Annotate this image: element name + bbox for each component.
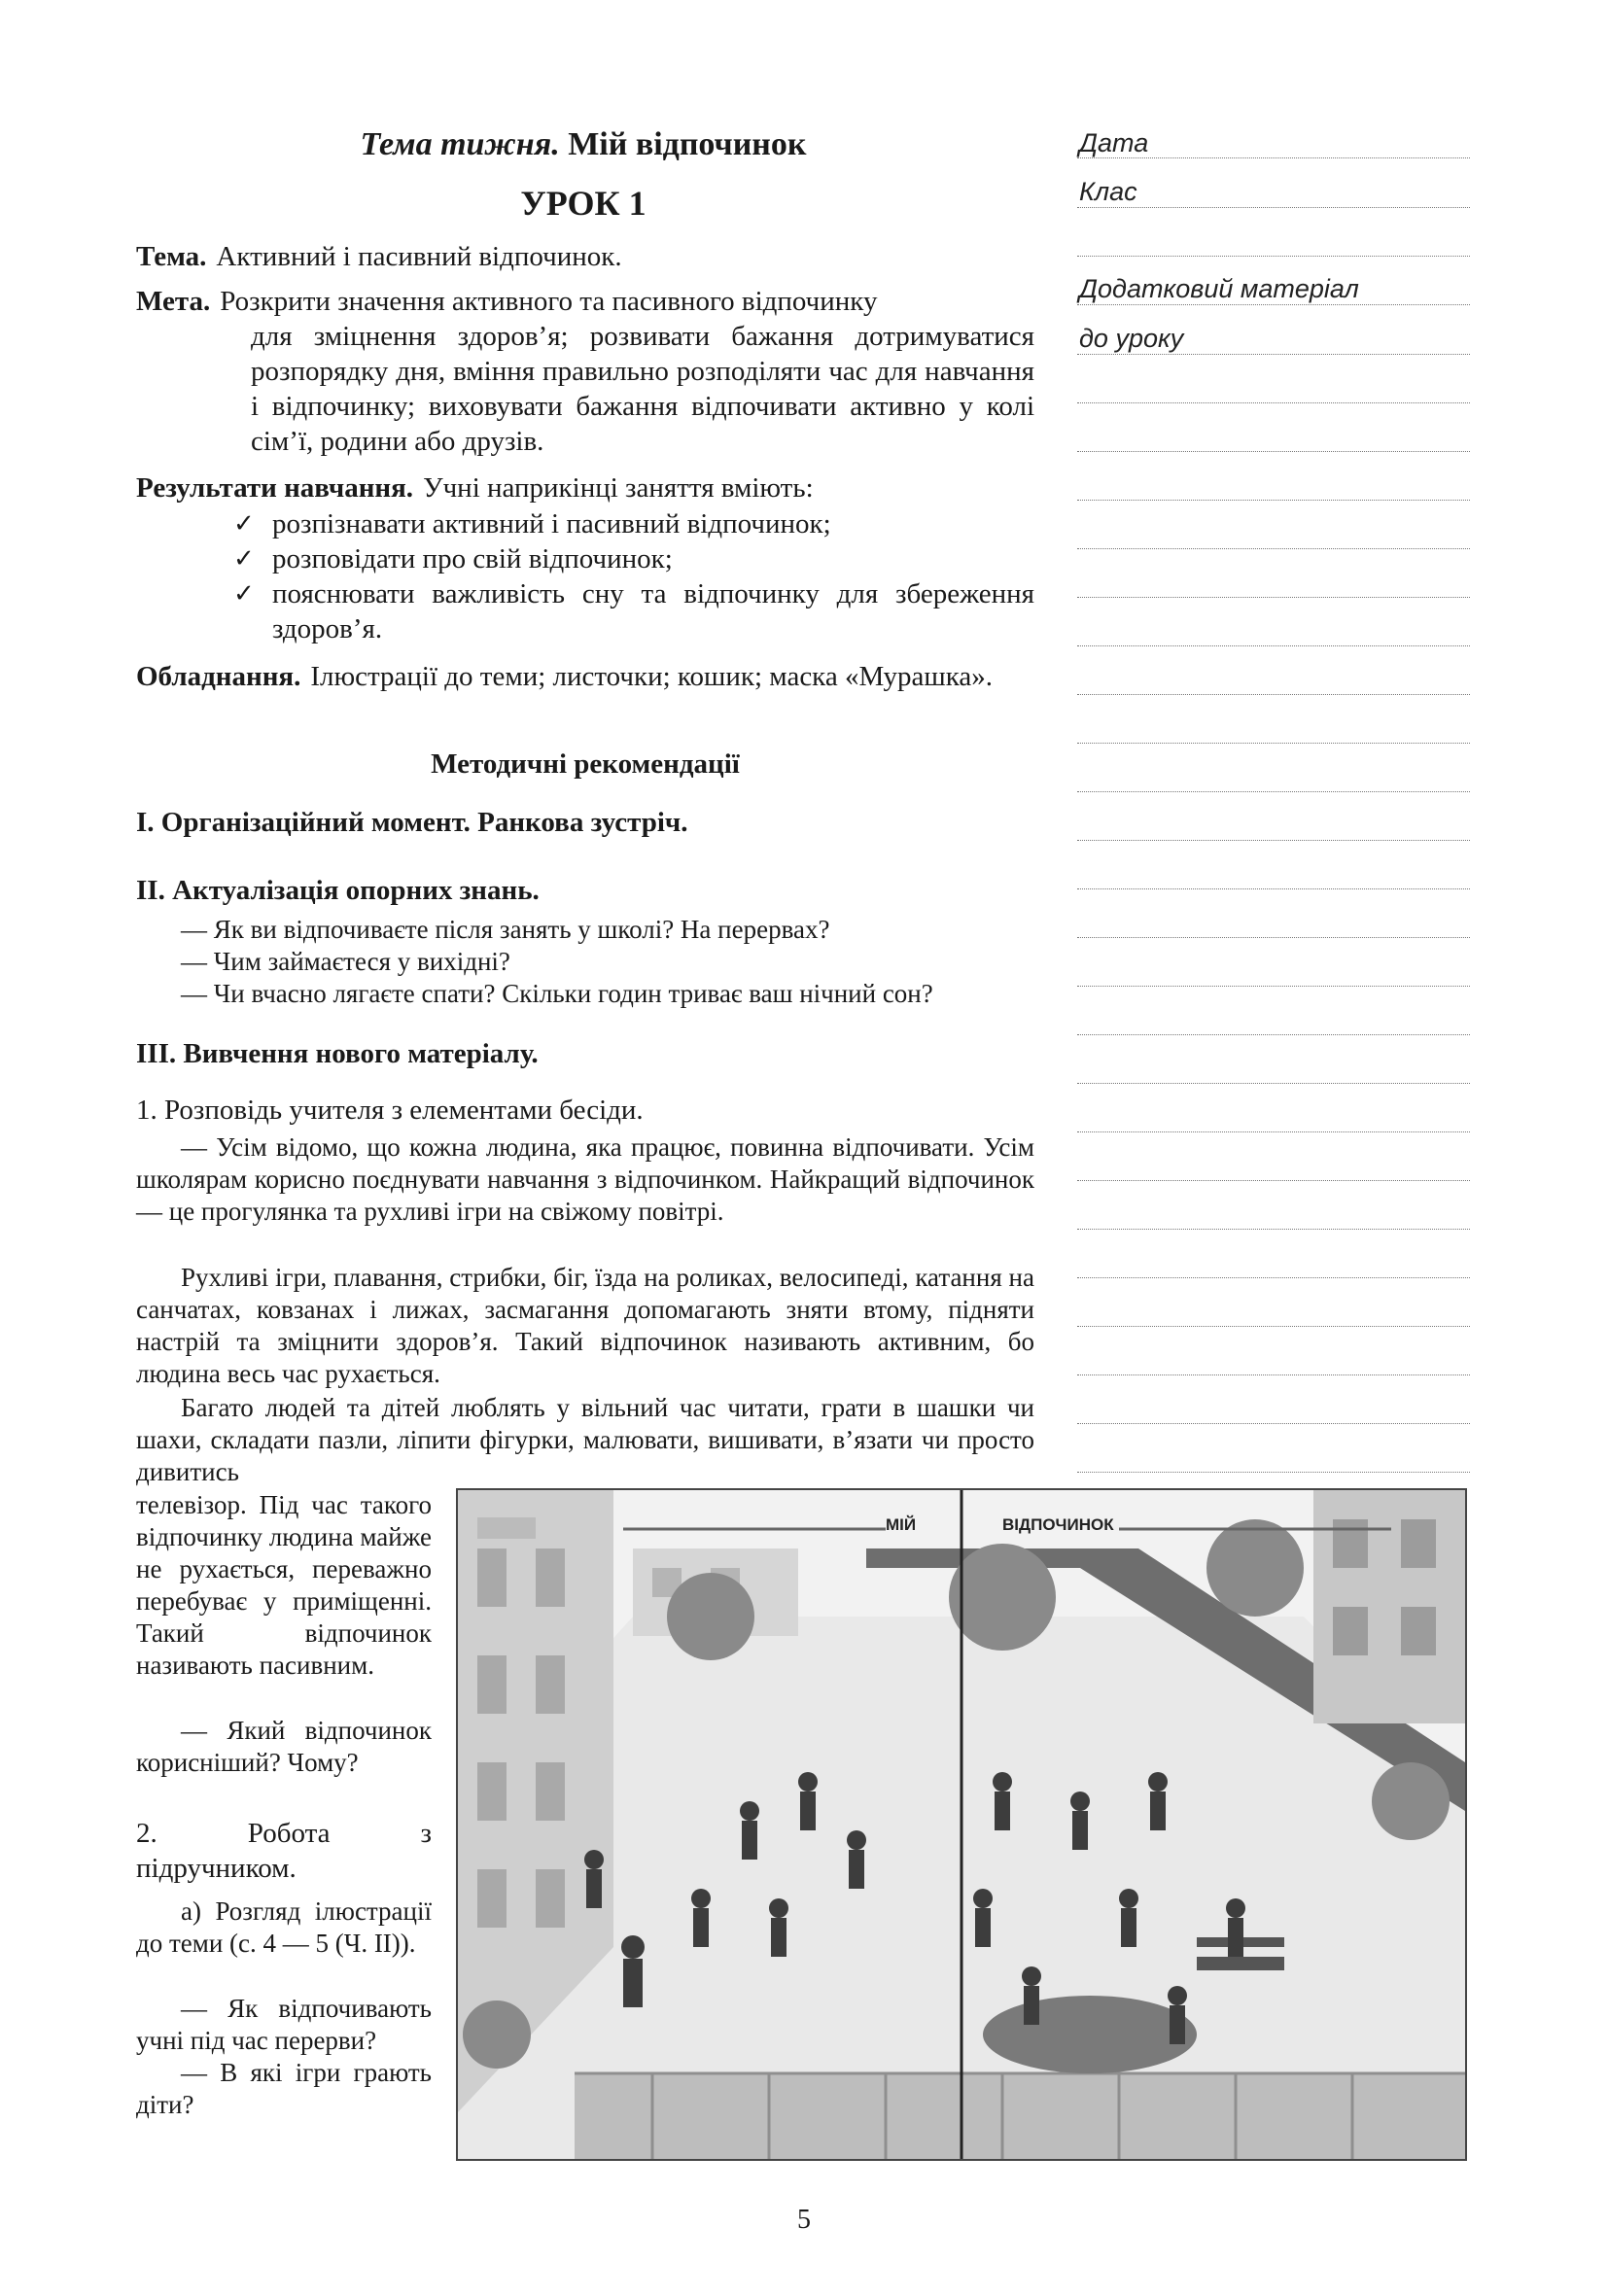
question-line: — Чим займаєтеся у вихідні?: [181, 947, 510, 976]
topic: [136, 239, 1034, 274]
results-item-text: розповідати про свій відпочинок;: [272, 543, 673, 574]
goal-label: Мета.: [136, 286, 211, 317]
week-title: [136, 126, 1031, 163]
results-item: [233, 541, 1034, 576]
illustration-title-left: МІЙ: [886, 1515, 917, 1534]
step-1-title: 1. Розповідь учителя з елементами бесіди.: [136, 1095, 644, 1126]
results: [136, 470, 1034, 505]
question-useful: — Який відпочинок корисніший? Чому?: [136, 1716, 432, 1777]
paragraph-2: Рухливі ігри, плавання, стрибки, біг, їзда на роликах, велосипеді, катання на санчатах, ковзанах і лижах, засмагання допомагають зняти втому, підняти настрій та зміцнити здоров’я. Такий відпочинок називають активним, бо людина весь час рухається.: [136, 1263, 1034, 1388]
equipment-text: Ілюстрації до теми; листочки; кошик; маска «Мурашка».: [310, 661, 993, 692]
goal: [136, 284, 1034, 319]
check-icon: ✓: [233, 509, 255, 538]
section-2-questions: [181, 914, 1036, 1010]
section-3-title: ІІІ. Вивчення нового матеріалу.: [136, 1038, 539, 1069]
extra-material-label-2: до уроку: [1079, 324, 1184, 353]
results-list: [233, 506, 1034, 646]
question-break: — Як відпочивають учні під час перерви?: [136, 1994, 432, 2055]
goal-rest: для зміцнення здоров’я; розвивати бажання дотримуватися розпорядку дня, вміння правильно розподіляти час для навчання і відпочинку; виховувати бажання відпочивати активно у колі сім’ї, родини або друзів.: [251, 321, 1034, 457]
results-label: Результати навчання.: [136, 472, 414, 504]
week-name: Мій відпочинок: [568, 126, 807, 162]
question-line: — Чи вчасно лягаєте спати? Скільки годин триває ваш нічний сон?: [181, 979, 933, 1008]
methods-title: Методичні рекомендації: [431, 748, 740, 780]
date-label: Дата: [1079, 128, 1149, 157]
illustration-title-right: ВІДПОЧИНОК: [1002, 1515, 1114, 1534]
section-1-title: І. Організаційний момент. Ранкова зустріч.: [136, 807, 688, 838]
paragraph-3-continued: телевізор. Під час такого відпочинку людина майже не рухається, переважно перебуває у приміщенні. Такий відпочинок називають пасивним.: [136, 1490, 432, 1680]
paragraph-1: — Усім відомо, що кожна людина, яка працює, повинна відпочивати. Усім школярам корисно поєднувати навчання з відпочинком. Найкращий відпочинок — це прогулянка та рухливі ігри на свіжому повітрі.: [136, 1132, 1034, 1226]
question-line: — Як ви відпочиваєте після занять у школі? На перервах?: [181, 915, 830, 944]
topic-text: Активний і пасивний відпочинок.: [216, 241, 622, 272]
extra-material-label: Додатковий матеріал: [1079, 274, 1359, 303]
week-label: Тема тижня.: [360, 126, 560, 162]
results-item-text: розпізнавати активний і пасивний відпочинок;: [272, 508, 831, 539]
lesson-title: УРОК 1: [520, 184, 647, 223]
equipment-label: Обладнання.: [136, 661, 301, 692]
page-number: 5: [797, 2205, 811, 2235]
check-icon: ✓: [233, 579, 255, 608]
step-2-title: 2. Робота з підручником.: [136, 1818, 432, 1884]
topic-label: Тема.: [136, 241, 207, 272]
illustration-svg: [458, 1490, 1465, 2159]
equipment: [136, 659, 1034, 694]
results-intro: Учні наприкінці заняття вміють:: [423, 472, 814, 504]
paragraph-3: Багато людей та дітей люблять у вільний час читати, грати в шашки чи шахи, складати пазли, ліпити фігурки, малювати, вишивати, в’язати чи просто дивитись: [136, 1393, 1034, 1486]
goal-line1: Розкрити значення активного та пасивного відпочинку: [220, 286, 878, 317]
schoolyard-illustration: [456, 1488, 1467, 2161]
results-item: [233, 506, 1034, 541]
question-games: — В які ігри грають діти?: [136, 2058, 432, 2119]
check-icon: ✓: [233, 544, 255, 573]
results-item-text: пояснювати важливість сну та відпочинку для збереження здоров’я.: [272, 578, 1034, 644]
class-label: Клас: [1079, 177, 1137, 206]
step-2a: а) Розгляд ілюстрації до теми (с. 4 — 5 (Ч. ІІ)).: [136, 1896, 432, 1958]
section-2-title: ІІ. Актуалізація опорних знань.: [136, 875, 540, 906]
results-item: [233, 576, 1034, 646]
